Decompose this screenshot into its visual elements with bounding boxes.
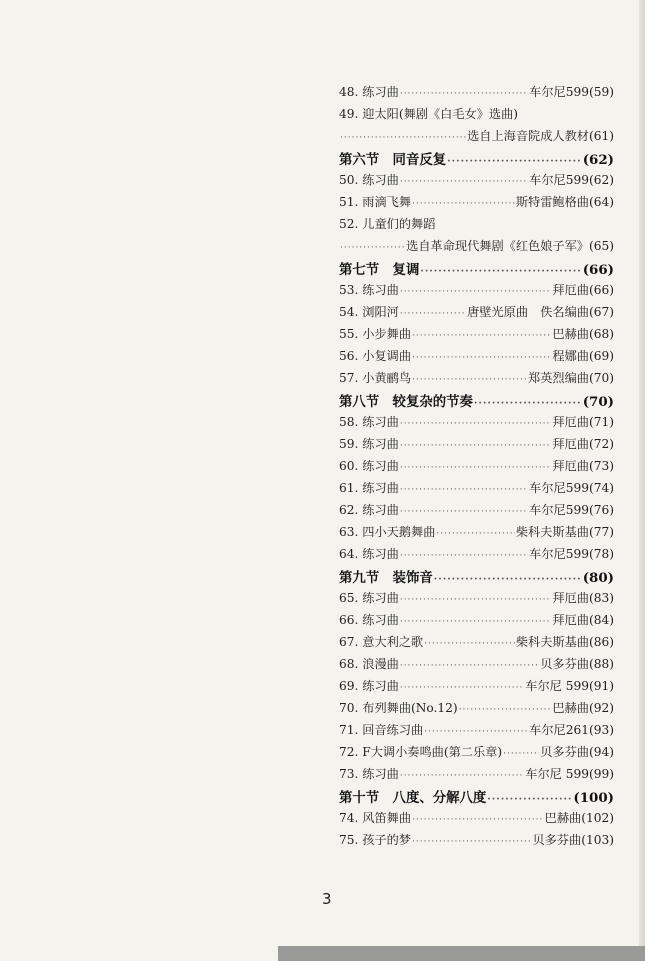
section-page: (62) <box>582 152 614 168</box>
toc-entry <box>339 721 614 743</box>
toc-entry <box>339 105 614 127</box>
entry-credit: 贝多芬曲(103) <box>532 833 614 847</box>
entry-title: 74. 风笛舞曲 <box>339 811 412 825</box>
toc-entry <box>339 545 614 567</box>
leader-dots <box>412 199 515 209</box>
leader-dots <box>436 529 514 539</box>
section-page: (100) <box>573 790 614 806</box>
leader-dots <box>400 309 466 319</box>
toc-entry <box>339 171 614 193</box>
entry-title: 65. 练习曲 <box>339 591 399 605</box>
toc-entry <box>339 589 614 611</box>
toc-section <box>339 567 614 589</box>
entry-title: 72. F大调小奏鸣曲(第二乐章) <box>339 745 503 759</box>
entry-credit: 斯特雷鲍格曲(64) <box>515 195 614 209</box>
entry-credit: 巴赫曲(92) <box>552 701 614 715</box>
entry-title: 66. 练习曲 <box>339 613 399 627</box>
entry-credit: 拜厄曲(71) <box>552 415 614 429</box>
toc-entry <box>339 523 614 545</box>
entry-credit: 选自上海音院成人教材(61) <box>467 129 614 143</box>
leader-dots <box>412 837 531 847</box>
toc-entry <box>339 457 614 479</box>
entry-credit: 车尔尼 599(99) <box>525 767 614 781</box>
entry-credit: 柴科夫斯基曲(86) <box>515 635 614 649</box>
toc-entry <box>339 215 614 237</box>
entry-credit: 车尔尼599(78) <box>529 547 614 561</box>
toc-entry <box>339 83 614 105</box>
entry-credit: 拜厄曲(66) <box>552 283 614 297</box>
entry-credit: 贝多芬曲(94) <box>540 745 614 759</box>
entry-credit: 唐壁光原曲 佚名编曲(67) <box>467 305 614 319</box>
leader-dots <box>459 705 552 715</box>
section-title: 第八节 较复杂的节奏 <box>339 394 473 410</box>
toc-section <box>339 259 614 281</box>
leader-dots <box>400 419 552 429</box>
toc-section <box>339 149 614 171</box>
entry-credit: 巴赫曲(68) <box>552 327 614 341</box>
leader-dots <box>400 287 552 297</box>
entry-credit: 拜厄曲(84) <box>552 613 614 627</box>
entry-title: 51. 雨滴飞舞 <box>339 195 412 209</box>
entry-credit: 车尔尼599(62) <box>529 173 614 187</box>
leader-dots <box>474 398 582 409</box>
toc-entry <box>339 765 614 787</box>
toc-entry <box>339 193 614 215</box>
entry-credit: 拜厄曲(83) <box>552 591 614 605</box>
section-title: 第六节 同音反复 <box>339 152 447 168</box>
leader-dots <box>412 331 551 341</box>
entry-title: 48. 练习曲 <box>339 85 399 99</box>
leader-dots <box>400 507 528 517</box>
toc-entry <box>339 127 614 149</box>
leader-dots <box>412 375 527 385</box>
entry-title: 49. 迎太阳(舞剧《白毛女》选曲) <box>339 107 519 121</box>
toc-entry <box>339 435 614 457</box>
section-page: (70) <box>582 394 614 410</box>
leader-dots <box>420 266 581 277</box>
entry-title: 71. 回音练习曲 <box>339 723 424 737</box>
entry-credit: 车尔尼261(93) <box>529 723 614 737</box>
entry-credit: 贝多芬曲(88) <box>540 657 614 671</box>
leader-dots <box>503 749 539 759</box>
toc-section <box>339 787 614 809</box>
entry-title: 75. 孩子的梦 <box>339 833 412 847</box>
toc-entry <box>339 809 614 831</box>
table-of-contents <box>339 83 614 853</box>
toc-entry <box>339 633 614 655</box>
entry-credit: 车尔尼599(74) <box>529 481 614 495</box>
section-page: (66) <box>582 262 614 278</box>
leader-dots <box>400 177 528 187</box>
leader-dots <box>400 617 552 627</box>
leader-dots <box>400 89 528 99</box>
toc-section <box>339 391 614 413</box>
entry-title: 57. 小黄鹂鸟 <box>339 371 412 385</box>
entry-title: 67. 意大利之歌 <box>339 635 424 649</box>
entry-credit: 车尔尼 599(91) <box>525 679 614 693</box>
leader-dots <box>424 727 528 737</box>
leader-dots <box>400 595 552 605</box>
entry-credit: 车尔尼599(76) <box>529 503 614 517</box>
entry-title: 70. 布列舞曲(No.12) <box>339 701 458 715</box>
entry-credit: 程娜曲(69) <box>552 349 614 363</box>
entry-credit: 选自革命现代舞剧《红色娘子军》(65) <box>406 239 614 253</box>
toc-entry <box>339 479 614 501</box>
toc-entry <box>339 347 614 369</box>
leader-dots <box>400 683 524 693</box>
leader-dots <box>400 463 552 473</box>
toc-entry <box>339 743 614 765</box>
section-title: 第十节 八度、分解八度 <box>339 790 487 806</box>
toc-entry <box>339 237 614 259</box>
leader-dots <box>400 551 528 561</box>
toc-entry <box>339 325 614 347</box>
section-title: 第七节 复调 <box>339 262 420 278</box>
page-edge <box>639 0 645 961</box>
entry-credit: 拜厄曲(73) <box>552 459 614 473</box>
toc-entry <box>339 281 614 303</box>
leader-dots <box>412 353 551 363</box>
toc-entry <box>339 611 614 633</box>
toc-entry <box>339 655 614 677</box>
entry-credit: 拜厄曲(72) <box>552 437 614 451</box>
entry-title: 56. 小复调曲 <box>339 349 412 363</box>
toc-entry <box>339 303 614 325</box>
entry-credit: 柴科夫斯基曲(77) <box>515 525 614 539</box>
leader-dots <box>400 661 539 671</box>
entry-title: 58. 练习曲 <box>339 415 399 429</box>
entry-title: 68. 浪漫曲 <box>339 657 399 671</box>
entry-title: 59. 练习曲 <box>339 437 399 451</box>
toc-entry <box>339 831 614 853</box>
entry-title: 69. 练习曲 <box>339 679 399 693</box>
entry-title: 55. 小步舞曲 <box>339 327 412 341</box>
leader-dots <box>424 639 515 649</box>
leader-dots <box>434 574 582 585</box>
leader-dots <box>400 441 552 451</box>
leader-dots <box>400 485 528 495</box>
entry-title: 64. 练习曲 <box>339 547 399 561</box>
section-title: 第九节 装饰音 <box>339 570 433 586</box>
entry-title: 53. 练习曲 <box>339 283 399 297</box>
leader-dots <box>340 133 466 143</box>
entry-title: 52. 儿童们的舞蹈 <box>339 217 436 231</box>
entry-title: 50. 练习曲 <box>339 173 399 187</box>
entry-credit: 郑英烈编曲(70) <box>528 371 614 385</box>
entry-title: 62. 练习曲 <box>339 503 399 517</box>
leader-dots <box>447 156 582 167</box>
leader-dots <box>412 815 544 825</box>
entry-title: 60. 练习曲 <box>339 459 399 473</box>
leader-dots <box>340 243 405 253</box>
entry-title: 63. 四小天鹅舞曲 <box>339 525 436 539</box>
entry-title: 61. 练习曲 <box>339 481 399 495</box>
entry-title: 54. 浏阳河 <box>339 305 399 319</box>
toc-entry <box>339 699 614 721</box>
leader-dots <box>487 794 572 805</box>
entry-title: 73. 练习曲 <box>339 767 399 781</box>
toc-entry <box>339 413 614 435</box>
entry-credit: 巴赫曲(102) <box>544 811 614 825</box>
entry-credit: 车尔尼599(59) <box>529 85 614 99</box>
section-page: (80) <box>582 570 614 586</box>
toc-entry <box>339 501 614 523</box>
toc-entry <box>339 677 614 699</box>
leader-dots <box>400 771 524 781</box>
bottom-band <box>278 946 645 961</box>
page-number: 3 <box>322 890 332 908</box>
toc-entry <box>339 369 614 391</box>
